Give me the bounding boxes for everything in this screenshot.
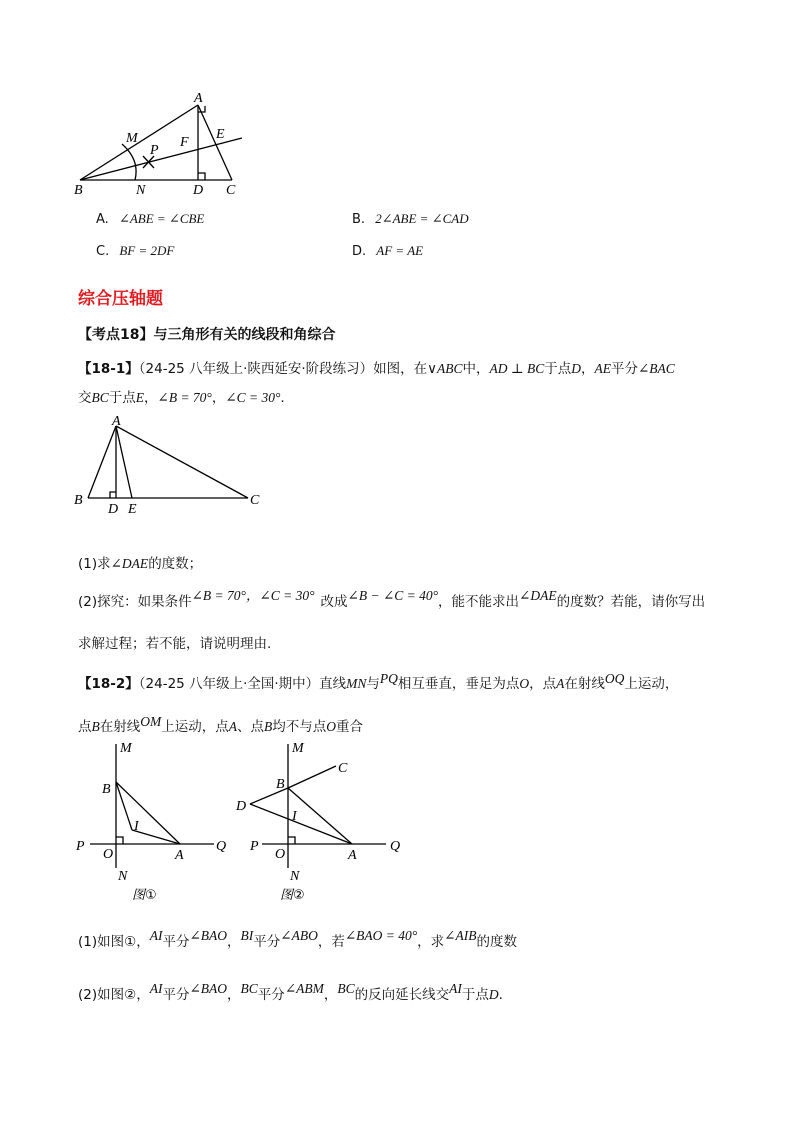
q2-oq: OQ: [604, 671, 625, 686]
q2-sub1-abo: ∠ABO: [280, 928, 318, 943]
q2-line1: [78, 672, 678, 692]
q1-text: 于点: [544, 361, 572, 377]
label-p: P: [150, 143, 159, 158]
q1-sub2-line2: 求解过程；若不能，请说明理由.: [78, 636, 272, 652]
q2-text: 上运动，: [624, 676, 679, 692]
q1-text: 平分: [611, 361, 638, 377]
fig2-label-i: I: [292, 809, 297, 824]
q1-point-e: E: [135, 390, 145, 405]
fig2-label-p: P: [250, 839, 259, 854]
q1-sub2-suffix: 的度数？若能，请你写出: [556, 594, 706, 610]
q1-sub2-mid: 改成: [320, 594, 348, 610]
q1-line1: [78, 357, 675, 377]
q1-sub2: [78, 590, 705, 610]
q1-sub2-expr1: ∠B = 70°，∠C = 30°: [191, 588, 315, 603]
q1-sub1: [78, 552, 202, 572]
q2-sub1-prefix: (1)如图①，: [78, 934, 150, 950]
fig2-label-b: B: [276, 777, 285, 792]
q1-figure: [70, 414, 270, 518]
fig2-label-o: O: [275, 847, 286, 862]
option-c: [96, 243, 174, 259]
section-title: 综合压轴题: [78, 289, 163, 309]
q1-text: ，: [144, 390, 158, 406]
q1-ae: AE: [594, 361, 611, 376]
fig2-label-c: C: [338, 761, 348, 776]
q1-text: ，: [581, 361, 595, 377]
q2-text: 平分: [257, 987, 285, 1003]
option-a-letter: A.: [96, 212, 109, 227]
q2-b: B: [91, 719, 100, 734]
q1-point-d: D: [571, 361, 581, 376]
fig2-label-a: A: [348, 848, 357, 863]
option-a-expr: ∠ABE = ∠CBE: [118, 211, 205, 226]
q2-mn: MN: [346, 676, 367, 691]
q2-sub2-ai: AI: [149, 981, 163, 996]
q1-text: 中，: [462, 361, 490, 377]
fig2-label-n: N: [290, 869, 300, 884]
fig1-label-p: P: [76, 839, 85, 854]
kaodian-heading: 【考点18】与三角形有关的线段和角综合: [78, 327, 336, 343]
q2-text: 重合: [336, 719, 363, 735]
q1-text: 于点: [108, 390, 136, 406]
q2-text: 的度数: [476, 934, 517, 950]
fig2-label-d: D: [236, 799, 247, 814]
fig1-label-i: I: [134, 819, 139, 834]
q2-text: 点: [78, 719, 92, 735]
fig1-label-q: Q: [216, 839, 227, 854]
q1-bc: BC: [91, 390, 109, 405]
q1-sub1-prefix: (1)求: [78, 556, 111, 572]
q2-text: 的反向延长线交: [354, 987, 450, 1003]
q2-text: ，: [227, 987, 241, 1003]
q2-text: 均不与点: [272, 719, 327, 735]
option-a: [96, 211, 204, 227]
q2-source: （24-25 八年级上·全国·期中）直线: [138, 676, 347, 692]
q2-text: ，: [227, 934, 241, 950]
q2-sub1: [78, 930, 517, 950]
q2-om: OM: [140, 714, 162, 729]
label-a: A: [194, 91, 203, 106]
q2-text: ，若: [317, 934, 345, 950]
q1-sub1-suffix: 的度数；: [148, 556, 203, 572]
q2-sub2-prefix: (2)如图②，: [78, 987, 150, 1003]
q1-text: .: [280, 390, 285, 406]
option-d-letter: D.: [352, 244, 367, 259]
q1-label-b: B: [74, 493, 83, 508]
q2-text: 相互垂直，垂足为点: [397, 676, 520, 692]
q2-sub2-bc: BC: [240, 981, 258, 996]
q1-sub2-expr2: ∠B − ∠C = 40°: [347, 588, 439, 603]
q1-angle-c: ∠C = 30°: [225, 390, 281, 405]
q2-sub2: [78, 983, 503, 1003]
q2-text: 在射线: [99, 719, 141, 735]
option-b-expr: 2∠ABE = ∠CAD: [375, 211, 469, 226]
q2-sub2-bc2: BC: [337, 981, 355, 996]
q2-sub1-bao: ∠BAO: [189, 928, 228, 943]
label-c: C: [226, 183, 236, 198]
q2-o: O: [519, 676, 530, 691]
q2-text: 于点: [461, 987, 489, 1003]
q2-text: 平分: [253, 934, 281, 950]
q2-sub1-bi: BI: [240, 928, 254, 943]
segment-be: [80, 138, 242, 180]
q1-label-d: D: [108, 502, 119, 517]
label-b: B: [74, 183, 83, 198]
q2-sub2-abm: ∠ABM: [284, 981, 324, 996]
q2-a: A: [556, 676, 565, 691]
q1-sub2-expr3: ∠DAE: [519, 588, 557, 603]
q2-text: ，求: [417, 934, 445, 950]
q1-text: ，: [211, 390, 226, 406]
q2-text: ，点: [529, 676, 557, 692]
q1-label-a: A: [112, 414, 121, 429]
label-e: E: [216, 127, 225, 142]
q2-text: 平分: [162, 934, 190, 950]
label-n: N: [136, 183, 146, 198]
q2-sub2-bao: ∠BAO: [189, 981, 228, 996]
q2-sub2-d: D: [488, 987, 499, 1002]
q1-label-c: C: [250, 493, 260, 508]
option-b-letter: B.: [352, 212, 366, 227]
q2-text: .: [498, 987, 503, 1003]
q1-sub2-mid2: ，能不能求出: [438, 594, 520, 610]
fig2-label-m: M: [292, 741, 304, 756]
fig1-label-n: N: [118, 869, 128, 884]
q2-sub1-aib: ∠AIB: [444, 928, 477, 943]
q1-source: （24-25 八年级上·陕西延安·阶段练习）如图，在: [138, 361, 428, 377]
q2-text: 在射线: [564, 676, 605, 692]
q1-ad-bc: AD ⊥ BC: [489, 361, 545, 376]
top-triangle-figure: [60, 88, 260, 198]
q2-text: 与: [366, 676, 380, 692]
q1-angle-b: ∠B = 70°: [157, 390, 212, 405]
label-f: F: [180, 135, 189, 150]
option-d: [352, 243, 423, 259]
fig2-caption: 图②: [280, 888, 305, 903]
q2-text: ，: [323, 987, 338, 1003]
q2-b2: B: [264, 719, 273, 734]
option-c-letter: C.: [96, 244, 110, 259]
q2-figure-1: [70, 738, 240, 908]
fig1-label-b: B: [102, 782, 111, 797]
right-angle-d: [198, 173, 205, 180]
q2-line2: [78, 715, 363, 735]
option-d-expr: AF = AE: [376, 243, 424, 258]
option-c-expr: BF = 2DF: [119, 243, 175, 258]
q2-text: 、点: [237, 719, 264, 735]
fig1-label-a: A: [175, 848, 184, 863]
q2-sub1-cond: ∠BAO = 40°: [344, 928, 418, 943]
fig2-label-q: Q: [390, 839, 401, 854]
option-b: [352, 211, 469, 227]
q2-a2: A: [228, 719, 237, 734]
q2-text: 上运动，点: [161, 719, 229, 735]
fig1-label-m: M: [120, 741, 132, 756]
q2-o2: O: [326, 719, 336, 734]
q1-label-e: E: [128, 502, 137, 517]
q1-text: 交: [78, 390, 92, 406]
q1-sub1-expr: ∠DAE: [110, 556, 149, 571]
label-d: D: [193, 183, 204, 198]
q2-sub2-ai2: AI: [449, 981, 462, 996]
q1-sub2-prefix: (2)探究：如果条件: [78, 594, 192, 610]
q1-angle-bac: ∠BAC: [638, 361, 675, 376]
q1-triangle: ∨ABC: [427, 361, 463, 376]
q2-text: 平分: [162, 987, 190, 1003]
q2-sub1-ai: AI: [149, 928, 163, 943]
fig1-label-o: O: [103, 847, 114, 862]
fig1-caption: 图①: [132, 888, 157, 903]
label-m: M: [126, 131, 138, 146]
q2-tag: 【18-2】: [78, 676, 139, 692]
q1-tag: 【18-1】: [78, 361, 139, 377]
q2-pq: PQ: [379, 671, 398, 686]
q1-line2: [78, 386, 285, 406]
q2-figure-2: [230, 738, 410, 908]
